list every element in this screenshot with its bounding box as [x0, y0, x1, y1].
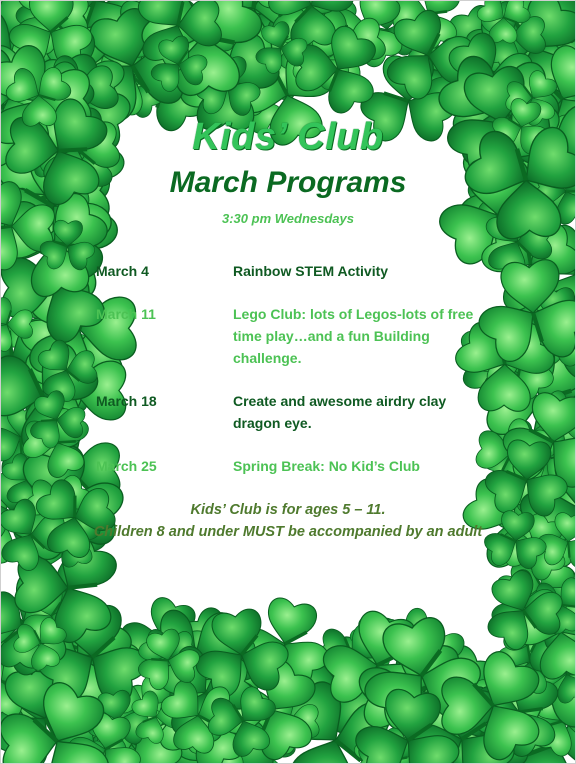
- schedule-time: 3:30 pm Wednesdays: [222, 211, 354, 226]
- event-date: March 11: [96, 306, 156, 322]
- event-date: March 25: [96, 458, 157, 474]
- event-date: March 18: [96, 393, 157, 409]
- age-note-line: Kids’ Club is for ages 5 – 11.: [190, 502, 386, 518]
- event-description: Create and awesome airdry clay dragon eye.: [233, 393, 447, 431]
- event-description: Lego Club: lots of Legos-lots of free time play…and a fun Building challenge.: [233, 306, 474, 366]
- age-note: [88, 499, 488, 543]
- event-description: Spring Break: No Kid’s Club: [233, 458, 420, 474]
- event-date: March 4: [96, 263, 149, 279]
- age-note-line: Children 8 and under MUST be accompanied by an adult: [93, 524, 483, 540]
- page-subtitle: March Programs: [169, 166, 407, 199]
- event-description: Rainbow STEM Activity: [233, 263, 389, 279]
- page-title: Kids’ Club: [192, 116, 384, 158]
